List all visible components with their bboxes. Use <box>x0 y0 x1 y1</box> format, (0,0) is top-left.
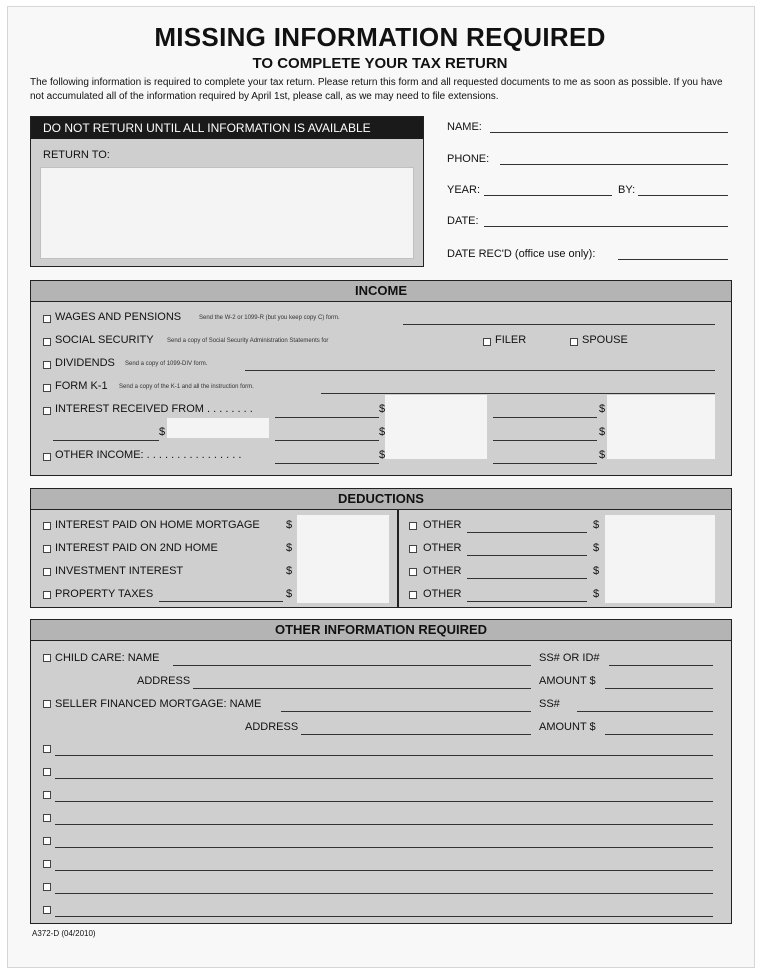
extra-item-checkbox[interactable] <box>43 791 51 799</box>
dollar-sign: $ <box>159 426 166 438</box>
extra-item-line[interactable] <box>55 778 713 779</box>
dividends-checkbox[interactable] <box>43 361 51 369</box>
spouse-label: SPOUSE <box>582 334 628 346</box>
dollar-sign: $ <box>599 403 606 415</box>
seller-mortgage-name-label: SELLER FINANCED MORTGAGE: NAME <box>55 698 262 710</box>
ss-or-id-field[interactable] <box>609 665 713 666</box>
deduction-label: PROPERTY TAXES <box>55 588 154 600</box>
ss-label: SOCIAL SECURITY <box>55 334 154 346</box>
interest-amount-col2[interactable] <box>607 395 715 459</box>
deduction-amounts-left[interactable] <box>297 515 389 603</box>
k1-field[interactable] <box>321 393 715 394</box>
wages-label: WAGES AND PENSIONS <box>55 311 182 323</box>
name-field[interactable] <box>490 132 728 133</box>
dollar-sign: $ <box>593 588 600 600</box>
dividends-field[interactable] <box>245 370 715 371</box>
seller-address-field[interactable] <box>301 734 531 735</box>
other-deduction-label: OTHER <box>423 588 462 600</box>
dollar-sign: $ <box>593 565 600 577</box>
interest-payer-4[interactable] <box>275 440 379 441</box>
date-recd-label: DATE REC'D (office use only): <box>447 248 596 260</box>
deduction-label: INTEREST PAID ON HOME MORTGAGE <box>55 519 260 531</box>
deduction-amounts-right[interactable] <box>605 515 715 603</box>
year-label: YEAR: <box>447 184 481 196</box>
other-deduction-field[interactable] <box>467 532 587 533</box>
seller-ss-field[interactable] <box>577 711 713 712</box>
seller-mortgage-checkbox[interactable] <box>43 700 51 708</box>
extra-item-line[interactable] <box>55 801 713 802</box>
by-field[interactable] <box>638 195 728 196</box>
page-title: MISSING INFORMATION REQUIRED <box>154 22 606 52</box>
extra-item-line[interactable] <box>55 916 713 917</box>
spouse-checkbox[interactable] <box>570 338 578 346</box>
filer-label: FILER <box>495 334 527 346</box>
ss-checkbox[interactable] <box>43 338 51 346</box>
extra-item-line[interactable] <box>55 824 713 825</box>
return-to-address-field[interactable] <box>40 167 414 259</box>
child-care-address-field[interactable] <box>193 688 531 689</box>
dollar-sign: $ <box>379 449 386 461</box>
seller-ss-label: SS# <box>539 698 560 710</box>
dollar-sign: $ <box>599 426 606 438</box>
deduction-checkbox[interactable] <box>43 545 51 553</box>
dollar-sign: $ <box>286 519 293 531</box>
extra-item-checkbox[interactable] <box>43 745 51 753</box>
ss-or-id-label: SS# OR ID# <box>539 652 600 664</box>
wages-field[interactable] <box>403 324 715 325</box>
seller-amount-field[interactable] <box>605 734 713 735</box>
other-info-section <box>30 619 732 924</box>
dollar-sign: $ <box>599 449 606 461</box>
other-income-field-2[interactable] <box>493 463 597 464</box>
dollar-sign: $ <box>286 565 293 577</box>
form-number: A372-D (04/2010) <box>32 929 96 938</box>
k1-note: Send a copy of the K-1 and all the instruction form. <box>119 384 254 390</box>
date-label: DATE: <box>447 215 479 227</box>
return-warning-header: DO NOT RETURN UNTIL ALL INFORMATION IS AVAILABLE <box>31 117 423 139</box>
deduction-label: INTEREST PAID ON 2ND HOME <box>55 542 218 554</box>
interest-amount-left[interactable] <box>167 418 269 438</box>
other-deduction-checkbox[interactable] <box>409 545 417 553</box>
name-label: NAME: <box>447 121 482 133</box>
dollar-sign: $ <box>593 519 600 531</box>
dollar-sign: $ <box>286 588 293 600</box>
k1-label: FORM K-1 <box>55 380 108 392</box>
extra-item-checkbox[interactable] <box>43 768 51 776</box>
dividends-label: DIVIDENDS <box>55 357 115 369</box>
child-care-name-field[interactable] <box>173 665 531 666</box>
seller-mortgage-name-field[interactable] <box>281 711 531 712</box>
extra-item-line[interactable] <box>55 870 713 871</box>
income-header: INCOME <box>31 281 731 302</box>
phone-label: PHONE: <box>447 153 490 165</box>
phone-field[interactable] <box>500 164 728 165</box>
income-section <box>30 280 732 476</box>
deductions-divider <box>397 510 399 607</box>
other-deduction-label: OTHER <box>423 519 462 531</box>
extra-item-checkbox[interactable] <box>43 837 51 845</box>
extra-item-line[interactable] <box>55 755 713 756</box>
extra-item-line[interactable] <box>55 847 713 848</box>
other-income-label: OTHER INCOME: . . . . . . . . . . . . . . . . <box>55 449 242 461</box>
interest-payer-1[interactable] <box>275 417 379 418</box>
deductions-section <box>30 488 732 608</box>
dollar-sign: $ <box>379 426 386 438</box>
deductions-header: DEDUCTIONS <box>31 489 731 510</box>
interest-payer-3[interactable] <box>53 440 159 441</box>
seller-amount-label: AMOUNT $ <box>539 721 596 733</box>
child-care-checkbox[interactable] <box>43 654 51 662</box>
dollar-sign: $ <box>593 542 600 554</box>
return-to-label: RETURN TO: <box>43 149 110 161</box>
other-income-field-1[interactable] <box>275 463 379 464</box>
date-recd-field[interactable] <box>618 259 728 260</box>
interest-checkbox[interactable] <box>43 407 51 415</box>
deduction-checkbox[interactable] <box>43 591 51 599</box>
deduction-label: INVESTMENT INTEREST <box>55 565 184 577</box>
other-deduction-checkbox[interactable] <box>409 522 417 530</box>
filer-checkbox[interactable] <box>483 338 491 346</box>
extra-item-checkbox[interactable] <box>43 883 51 891</box>
child-care-address-label: ADDRESS <box>137 675 191 687</box>
extra-item-checkbox[interactable] <box>43 906 51 914</box>
extra-item-checkbox[interactable] <box>43 860 51 868</box>
child-care-name-label: CHILD CARE: NAME <box>55 652 160 664</box>
extra-item-checkbox[interactable] <box>43 814 51 822</box>
date-field[interactable] <box>484 226 728 227</box>
interest-amount-col1[interactable] <box>385 395 487 459</box>
other-deduction-label: OTHER <box>423 542 462 554</box>
other-deduction-field[interactable] <box>467 555 587 556</box>
interest-label: INTEREST RECEIVED FROM . . . . . . . . <box>55 403 253 415</box>
ss-note: Send a copy of Social Security Administration Statements for <box>167 338 329 344</box>
seller-address-label: ADDRESS <box>245 721 299 733</box>
other-income-checkbox[interactable] <box>43 453 51 461</box>
k1-checkbox[interactable] <box>43 384 51 392</box>
other-deduction-field[interactable] <box>467 578 587 579</box>
other-deduction-label: OTHER <box>423 565 462 577</box>
deduction-checkbox[interactable] <box>43 568 51 576</box>
property-taxes-field[interactable] <box>159 601 283 602</box>
wages-note: Send the W-2 or 1099-R (but you keep copy C) form. <box>199 315 340 321</box>
year-field[interactable] <box>484 195 612 196</box>
by-label: BY: <box>618 184 636 196</box>
wages-checkbox[interactable] <box>43 315 51 323</box>
other-deduction-checkbox[interactable] <box>409 591 417 599</box>
extra-item-line[interactable] <box>55 893 713 894</box>
child-care-amount-label: AMOUNT $ <box>539 675 596 687</box>
dollar-sign: $ <box>286 542 293 554</box>
dividends-note: Send a copy of 1099-DIV form. <box>125 361 208 367</box>
child-care-amount-field[interactable] <box>605 688 713 689</box>
interest-payer-5[interactable] <box>493 440 597 441</box>
other-deduction-checkbox[interactable] <box>409 568 417 576</box>
dollar-sign: $ <box>379 403 386 415</box>
return-to-panel <box>30 116 424 267</box>
deduction-checkbox[interactable] <box>43 522 51 530</box>
page-subtitle: TO COMPLETE YOUR TAX RETURN <box>252 55 508 72</box>
interest-payer-2[interactable] <box>493 417 597 418</box>
other-info-header: OTHER INFORMATION REQUIRED <box>31 620 731 641</box>
other-deduction-field[interactable] <box>467 601 587 602</box>
intro-text: The following information is required to complete your tax return. Please return this form and all requested documents to me as soon as possible. If you have not accumulated all of the information required by April 1st, please call, as we may need to file extensions. <box>30 77 723 102</box>
